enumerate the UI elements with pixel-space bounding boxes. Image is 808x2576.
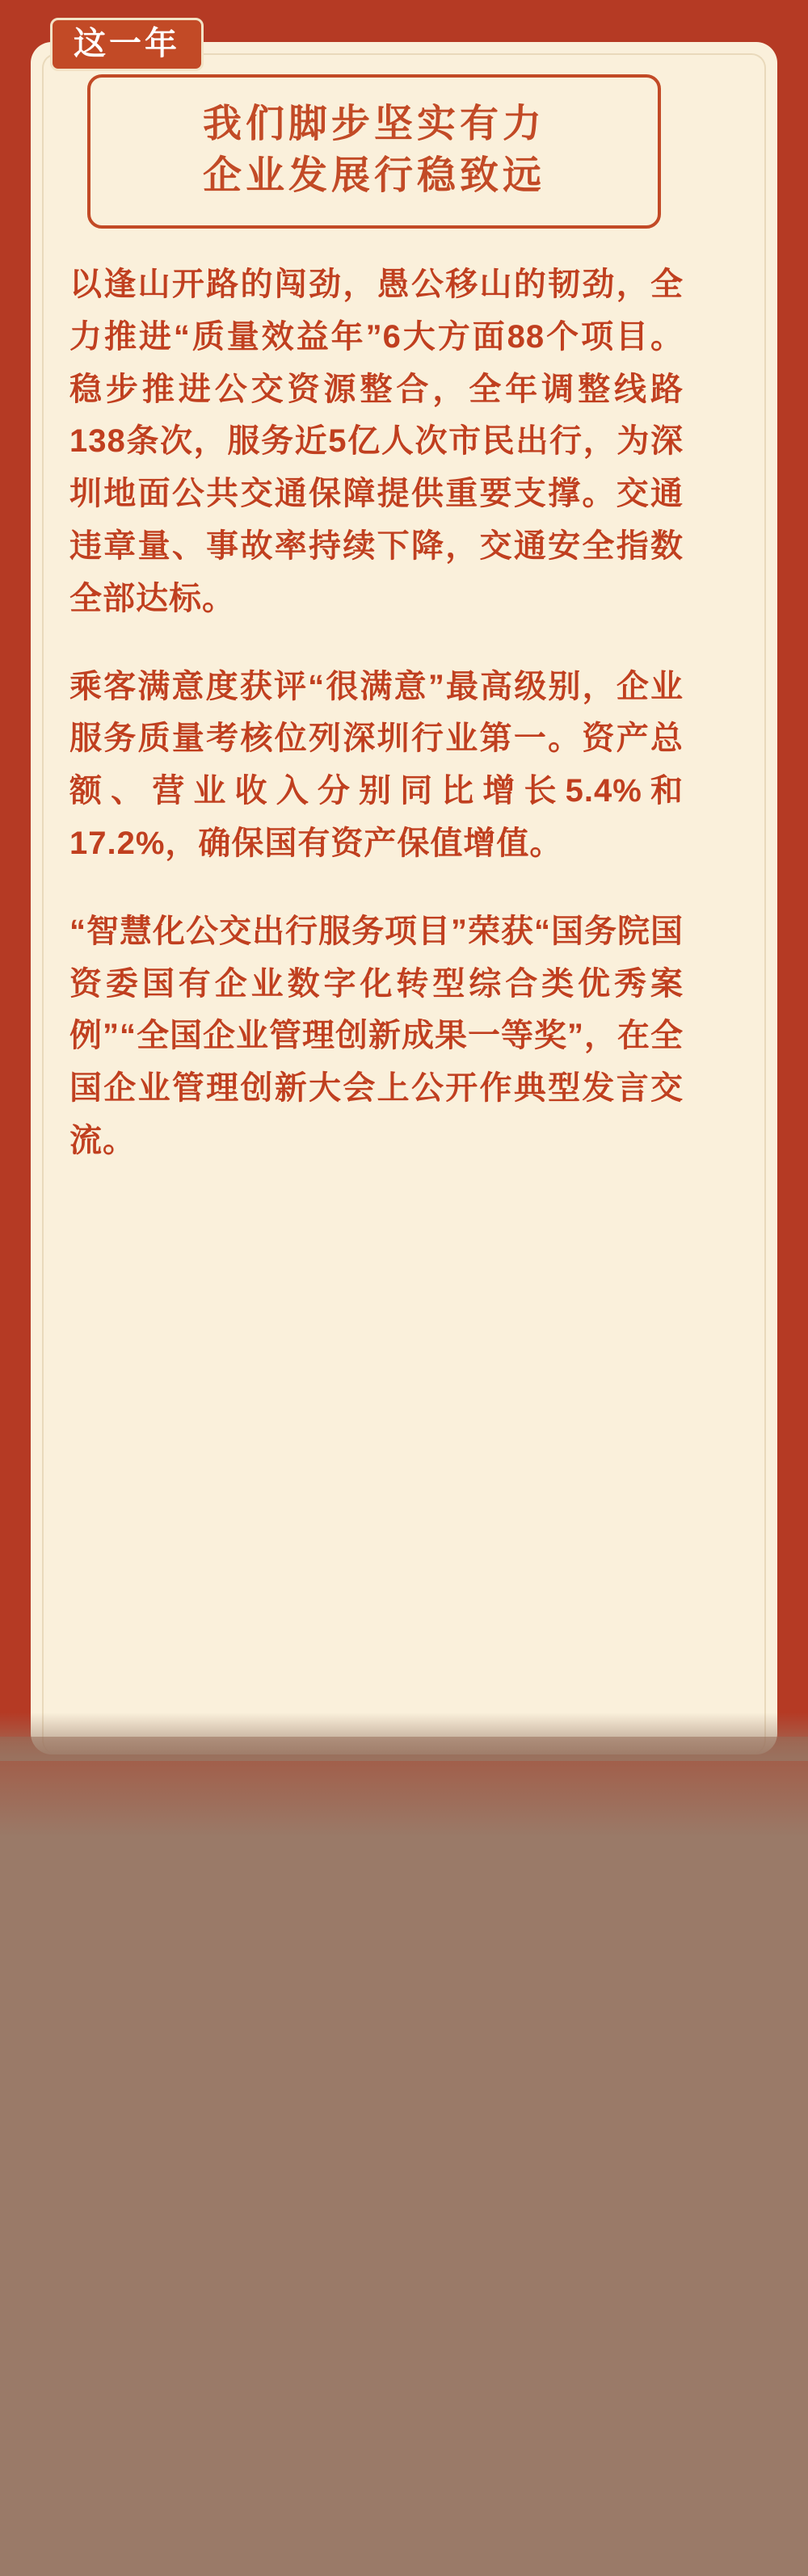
paragraph-1: 以逢山开路的闯劲，愚公移山的韧劲，全力推进“质量效益年”6大方面88个项目。稳步推进公交资源整合，全年调整线路138条次，服务近5亿人次市民出行，为深圳地面公共交通保障提供重要支撑。交通违章量、事故率持续下降，交通安全指数全部达标。: [69, 267, 684, 616]
paragraph-2: 乘客满意度获评“很满意”最高级别，企业服务质量考核位列深圳行业第一。资产总额、营业收入分别同比增长5.4%和17.2%，确保国有资产保值增值。: [69, 668, 684, 861]
title-line-1: 我们脚步坚实有力: [202, 103, 545, 145]
section-ribbon: [50, 18, 204, 71]
title-line-2: 企业发展行稳致远: [202, 154, 545, 198]
paragraph-3: “智慧化公交出行服务项目”荣获“国务院国资委国有企业数字化转型综合类优秀案例”“全国企业管理创新成果一等奖”，在全国企业管理创新大会上公开作典型发言交流。: [69, 913, 684, 1158]
body-text: [69, 258, 684, 1167]
title-box: [87, 74, 661, 229]
fade-overlay: [0, 1737, 808, 2576]
ribbon-label: 这一年: [74, 26, 180, 61]
